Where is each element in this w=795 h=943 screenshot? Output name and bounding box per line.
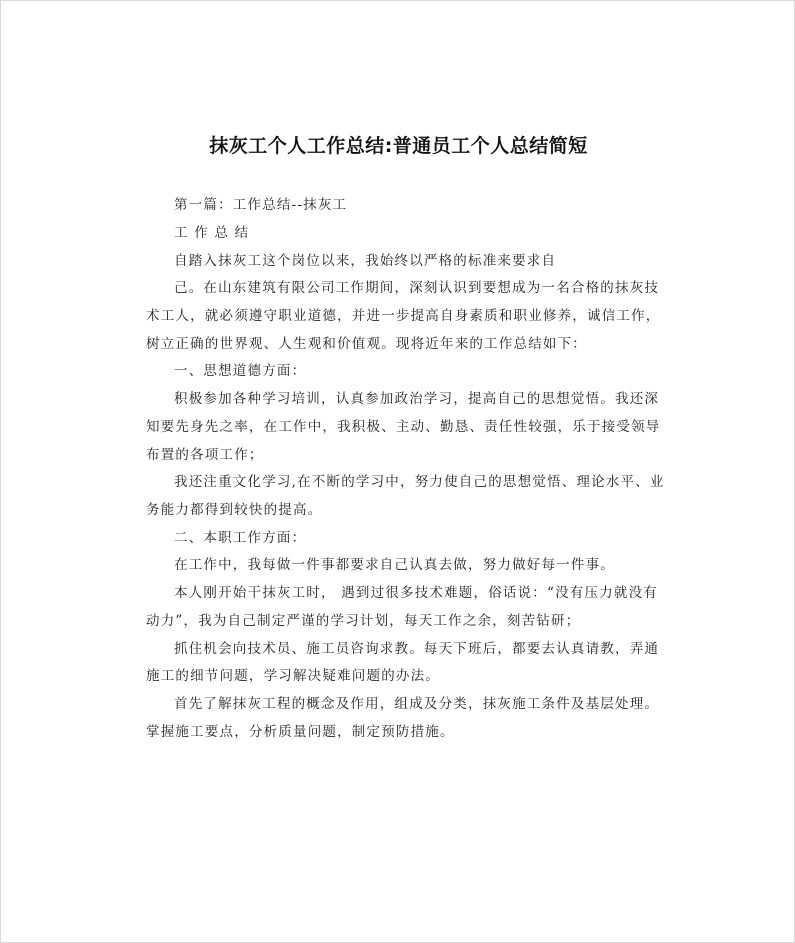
text-line: 树立正确的世界观、人生观和价值观。现将近年来的工作总结如下： — [146, 336, 587, 352]
document-title: 抹灰工个人工作总结:普通员工个人总结简短 — [209, 135, 588, 157]
text-line: 抓住机会向技术员、施工员咨询求教。每天下班后，都要去认真请教，弄通 — [174, 641, 660, 657]
text-line: 在工作中，我每做一件事都要求自己认真去做，努力做好每一件事。 — [174, 557, 615, 573]
text-line: 掌握施工要点，分析质量问题，制定预防措施。 — [146, 724, 455, 740]
text-line: 务能力都得到较快的提高。 — [146, 502, 323, 518]
text-line: 知要先身先之率，在工作中，我积极、主动、勤恳、责任性较强，乐于接受领导 — [146, 419, 661, 435]
text-line: 积极参加各种学习培训，认真参加政治学习，提高自己的思想觉悟。我还深 — [174, 391, 660, 407]
text-line: 自踏入抹灰工这个岗位以来，我始终以严格的标准来要求自 — [174, 253, 557, 269]
text-line: 施工的细节问题，学习解决疑难问题的办法。 — [146, 668, 440, 684]
text-line: 首先了解抹灰工程的概念及作用，组成及分类，抹灰施工条件及基层处理。 — [174, 696, 660, 712]
text-line: 动力”，我为自己制定严谨的学习计划，每天工作之余，刻苦钻研； — [146, 613, 581, 629]
text-line: 一、思想道德方面： — [174, 363, 307, 379]
text-line: 布置的各项工作； — [146, 447, 264, 463]
text-line: 工 作 总 结 — [174, 225, 250, 241]
text-line: 第一篇：工作总结--抹灰工 — [174, 197, 348, 213]
text-line: 二、本职工作方面： — [174, 530, 307, 546]
text-line: 本人刚开始干抹灰工时， 遇到过很多技术难题，俗话说：“没有压力就没有 — [174, 585, 658, 601]
text-line: 己。在山东建筑有限公司工作期间，深刻认识到要想成为一名合格的抹灰技 — [174, 280, 660, 296]
text-line: 术工人，就必须遵守职业道德，并进一步提高自身素质和职业修养，诚信工作， — [146, 308, 661, 324]
text-line: 我还注重文化学习,在不断的学习中，努力使自己的思想觉悟、理论水平、业 — [174, 474, 665, 490]
